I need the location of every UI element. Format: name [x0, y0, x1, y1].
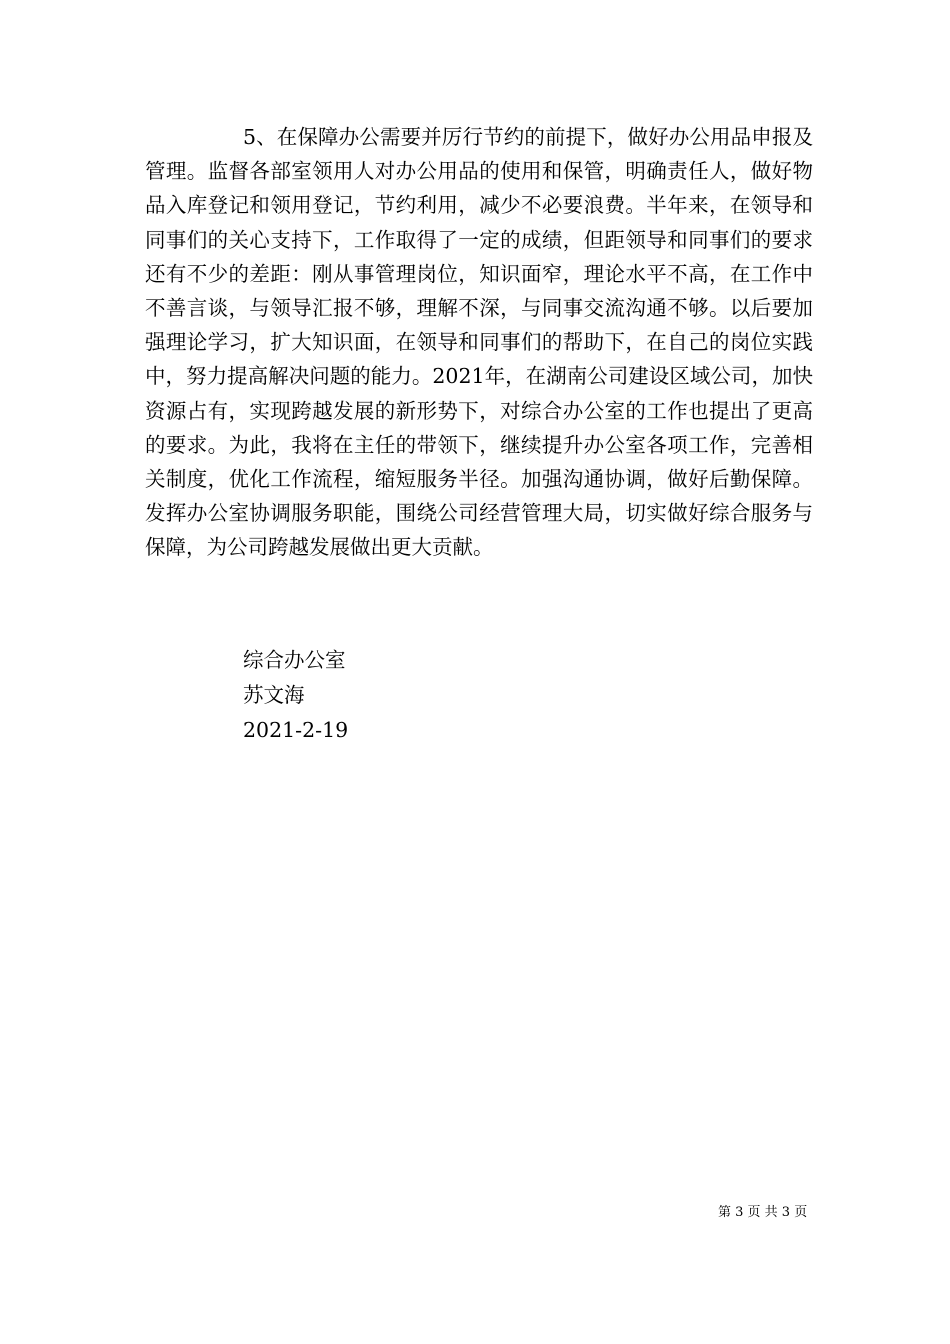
body-paragraph: 5、在保障办公需要并厉行节约的前提下，做好办公用品申报及管理。监督各部室领用人对办公用品的使用和保管，明确责任人，做好物品入库登记和领用登记，节约利用，减少不必要浪费。半年来，在领导和同事们的关心支持下，工作取得了一定的成绩，但距领导和同事们的要求还有不少的差距：刚从事管理岗位，知识面窄，理论水平不高，在工作中不善言谈，与领导汇报不够，理解不深，与同事交流沟通不够。以后要加强理论学习，扩大知识面，在领导和同事们的帮助下，在自己的岗位实践中，努力提高解决问题的能力。2021年，在湖南公司建设区域公司，加快资源占有，实现跨越发展的新形势下，对综合办公室的工作也提出了更高的要求。为此，我将在主任的带领下，继续提升办公室各项工作，完善相关制度，优化工作流程，缩短服务半径。加强沟通协调，做好后勤保障。发挥办公室协调服务职能，围绕公司经营管理大局，切实做好综合服务与保障，为公司跨越发展做出更大贡献。 — [145, 125, 813, 560]
signature-department: 综合办公室 — [243, 648, 346, 672]
signature-name: 苏文海 — [243, 683, 305, 707]
signature-date: 2021-2-19 — [243, 718, 349, 742]
page-number-footer: 第 3 页 共 3 页 — [718, 1205, 808, 1220]
